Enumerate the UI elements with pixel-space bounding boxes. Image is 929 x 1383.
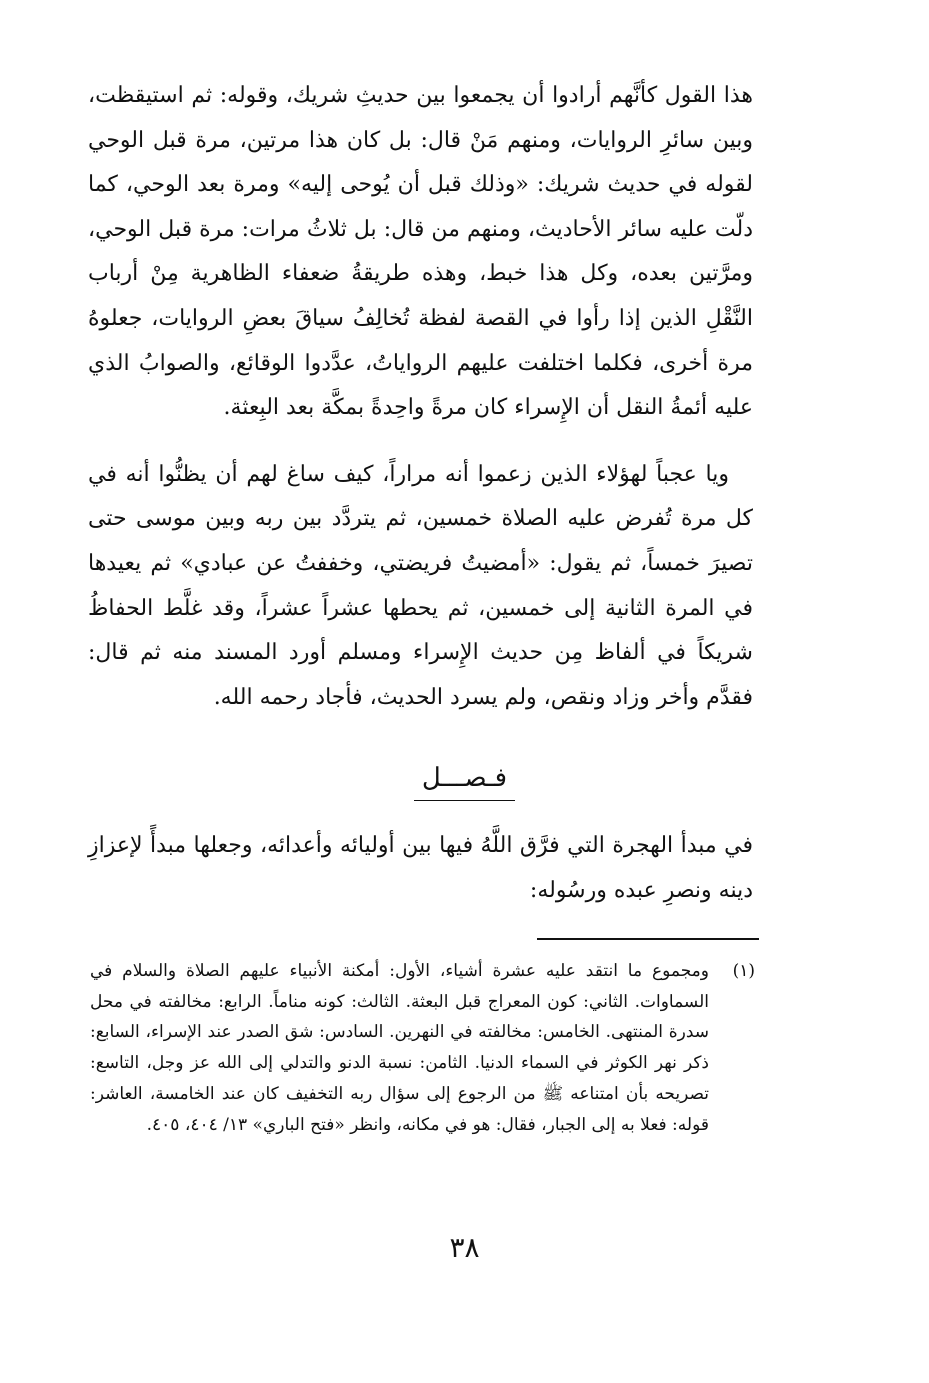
footnote-number: (١)	[732, 961, 755, 981]
footnote-text: ومجموع ما انتقد عليه عشرة أشياء، الأول: أمكنة الأنبياء عليهم الصلاة والسلام في السماوات. الثاني: كون المعراج قبل البعثة. الثالث: كونه مناماً. الرابع: مخالفته في محل سدرة المنتهى. الخامس: مخالفته في النهرين. السادس: شق الصدر عند الإسراء، السابع: ذكر نهر الكوثر في السماء الدنيا. الثامن: نسبة الدنو والتدلي إلى الله عز وجل، التاسع: تصريحه بأن امتناعه ﷺ من الرجوع إلى سؤال ربه التخفيف كان عند الخامسة، العاشر: قوله: فعلا به إلى الجبار، فقال: هو في مكانه، وانظر «فتح الباري» ١٣/ ٤٠٤، ٤٠٥.	[90, 961, 710, 1135]
section-intro	[88, 824, 753, 913]
footnote-separator	[537, 938, 759, 940]
footnote-1	[90, 956, 755, 1140]
page-number: ٣٨	[449, 1231, 480, 1264]
section-heading-text: فـصـــل	[414, 758, 515, 801]
paragraph-1: هذا القول كأنَّهم أرادوا أن يجمعوا بين حديثِ شريك، وقوله: ثم استيقظت، وبين سائرِ الروايات، ومنهم مَنْ قال: بل كان هذا مرتين، مرة قبل الوحي لقوله في حديث شريك: «وذلك قبل أن يُوحى إليه» ومرة بعد الوحي، كما دلّت عليه سائر الأحاديث، ومنهم من قال: بل ثلاثُ مرات: مرة قبل الوحي، ومرَّتين بعده، وكل هذا خبط، وهذه طريقةُ ضعفاء الظاهرية مِنْ أرباب النَّقْلِ الذين إذا رأوا في القصة لفظة تُخالِفُ سياقَ بعضِ الروايات، جعلوهُ مرة أخرى، فكلما اختلفت عليهم الرواياتُ، عدَّدوا الوقائع، والصوابُ الذي عليه أئمةُ النقل أن الإِسراء كان مرةً واحِدةً بمكَّة بعد البِعثة.	[88, 83, 753, 421]
main-text	[88, 74, 753, 720]
footnotes	[90, 956, 755, 1140]
section-paragraph: في مبدأ الهجرة التي فرَّق اللَّهُ فيها بين أوليائه وأعدائه، وجعلها مبدأً لإعزازِ دينه ونصرِ عبده ورسُوله:	[88, 833, 753, 903]
section-heading	[0, 758, 929, 801]
paragraph-2: ويا عجباً لهؤلاء الذين زعموا أنه مراراً، كيف ساغ لهم أن يظنُّوا أنه في كل مرة تُفرض عليه الصلاة خمسين، ثم يتردَّد بين ربه وبين موسى حتى تصيرَ خمساً، ثم يقول: «أمضيتُ فريضتي، وخففتُ عن عبادي» ثم يعيدها في المرة الثانية إلى خمسين، ثم يحطها عشراً عشراً، وقد غلَّط الحفاظُ شريكاً في ألفاظ مِن حديث الإِسراء ومسلم أورد المسند منه ثم قال: فقدَّم وأخر وزاد ونقص، ولم يسرد الحديث، فأجاد رحمه الله.	[88, 461, 753, 710]
